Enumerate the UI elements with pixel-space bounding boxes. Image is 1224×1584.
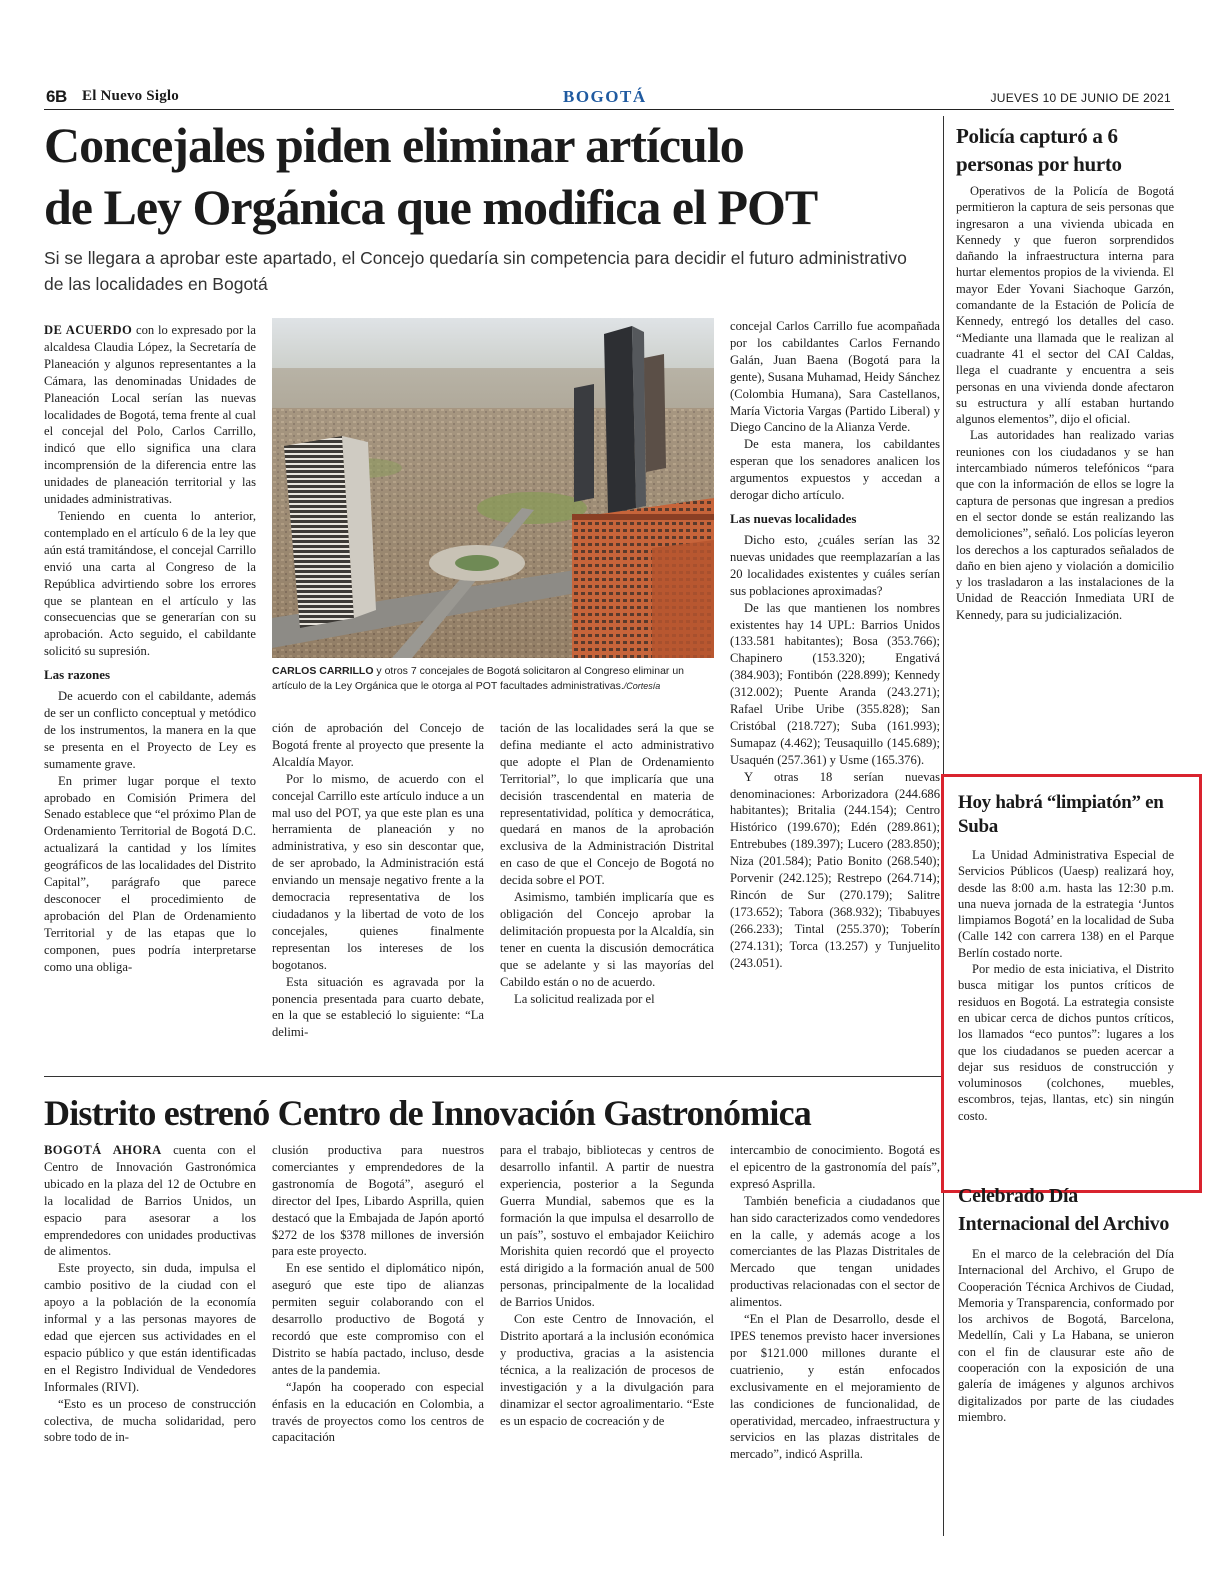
paragraph: La solicitud realizada por el [514,991,655,1006]
subheading: Las razones [44,667,111,683]
sidebar-story-title: Policía capturó a 6 personas por hurto [956,124,1122,176]
paragraph: ción de aprobación del Concejo de Bogotá frente al proyecto que presente la Alcaldía Mayor. [272,721,484,769]
paragraph: Teniendo en cuenta lo anterior, contemplado en el artículo 6 de la ley que aún está tramitándose, el concejal Carrillo envió una carta al Congreso de la República advirtiendo sobre los errores que se plantean en el artículo y las consecuencias que se generarían con su aprobación. Acto seguido, el cabildante solicitó su supresión. [44,508,256,659]
paragraph: De esta manera, los cabildantes esperan que los senadores analicen los argumentos expuestos y accedan a derogar dicho artículo. [730,437,940,503]
paragraph: “Esto es un proceso de construcción colectiva, de mucha solidaridad, pero sobre todo de in- [44,1396,256,1445]
page-number: 6B [46,87,67,106]
paragraph: En primer lugar porque el texto aprobado en Comisión Primera del Senado establece que “el próximo Plan de Ordenamiento Territorial de Bogotá D.C. actualizará la cantidad y los límites geográficos de las localidades del Distrito Capital”, parágrafo que parece desconocer el procedimiento de aprobación del Plan de Ordenamiento Territorial y de las etapas que lo componen, pues podría interpretarse como una obliga- [44,773,256,974]
paragraph: “En el Plan de Desarrollo, desde el IPES tenemos previsto hacer inversiones por $121.000 millones durante el cuatrienio, y están enfocados exclusivamente en el mejoramiento de las condiciones de funcionalidad, de operatividad, mercadeo, infraestructura y servicios en las plazas distritales de mercado”, indicó Asprilla. [730,1312,940,1462]
paragraph: Este proyecto, sin duda, impulsa el cambio positivo de la ciudad con el apoyo a la población de la economía informal y a las personas mayores de edad que ejercen sus actividades en el espacio público y que están identificadas en el Registro Individual de Vendedores Informales (RIVI). [44,1261,256,1394]
sidebar-story-title: Celebrado Día Internacional del Archivo [958,1185,1170,1235]
main-headline [44,114,924,238]
sidebar-story-police [956,122,1174,623]
paragraph: Las autoridades han realizado varias reuniones con los ciudadanos y se han intercambiado números telefónicos “para que con la información de ellos se logre la captura de personas que ingresan a predios en el sector donde se están realizando las demoliciones”, señaló. Los policías leyeron los derechos a los capturados señalados de daño en bien ajeno y violación a domicilio y los trasladaron a las instalaciones de la Unidad de Reacción Inmediata URI de Kennedy, para su judicialización. [956,428,1174,622]
photo-credit: /Cortesía [623,681,661,691]
paragraph: tación de las localidades será la que se defina mediante el acto administrativo que adopte el Plan de Ordenamiento Territorial”, lo que implicaría que una decisión trascendental en materia de representatividad, política y democrática, quedará en manos de la aprobación exclusiva de la Administración Distrital en caso de que el Concejo de Bogotá no decida sobre el POT. [500,721,714,888]
issue-date: JUEVES 10 DE JUNIO DE 2021 [990,91,1171,105]
article2-column-3 [500,1142,714,1429]
masthead: El Nuevo Siglo [82,88,179,104]
headline-line-2: de Ley Orgánica que modifica el POT [44,179,818,235]
article2-headline: Distrito estrenó Centro de Innovación Gastronómica [44,1093,811,1133]
paragraph: La Unidad Administrativa Especial de Servicios Públicos (Uaesp) realizará hoy, desde las 8:00 a.m. hasta las 12:30 p.m. una nueva jornada de la estrategia ‘Juntos limpiamos Bogotá’ en la localidad de Suba (Calle 142 con carrera 138) en el Parque Berlín costado norte. [958,848,1174,960]
article1-column-1 [44,322,256,976]
paragraph: para el trabajo, bibliotecas y centros de desarrollo infantil. A partir de nuestra experiencia, posterior a la Segunda Guerra Mundial, sabemos que es la formación la que impulsa el desarrollo de un país”, sostuvo el embajador Keiichiro Morishita quien recordó que el proyecto está dirigido a la formación anual de 500 personas, principalmente de la localidad de Barrios Unidos. [500,1143,714,1310]
paragraph: De las que mantienen los nombres existentes hay 14 UPL: Barrios Unidos (133.581 habitantes); Bosa (353.766); Chapinero (153.320); Engativá (384.903); Fontibón (228.899); Kennedy (312.002); Puente Aranda (243.271); Rafael Uribe Uribe (355.828); San Cristóbal (218.727); Suba (161.993); Sumapaz (4.462); Teusaquillo (145.689); Usaquén (257.361) y Usme (165.376). [730,600,940,767]
section-label: BOGOTÁ [563,87,647,106]
paragraph [44,322,256,508]
paragraph: También beneficia a ciudadanos que han sido caracterizados como vendedores en la calle, y además acoge a los comerciantes de las Plazas Distritales de Mercado que tengan unidades productivas relacionadas con el sector de alimentos. [730,1193,940,1310]
photo-illustration [272,318,714,658]
article1-column-3 [500,720,714,1007]
article1-column-2 [272,720,484,1041]
caption-name: CARLOS CARRILLO [272,665,374,677]
paragraph: En ese sentido el diplomático nipón, aseguró que este tipo de alianzas permiten seguir colaborando con el desarrollo productivo de Bogotá y recordó que este compromiso con el Distrito se había pactado, incluso, desde antes de la pandemia. [272,1261,484,1377]
article-separator [44,1076,942,1077]
sidebar-story-body [958,1246,1174,1425]
paragraph-text: cuenta con el Centro de Innovación Gastronómica ubicado en la plaza del 12 de Octubre en la localidad de Barrios Unidos, un espacio para asesorar a los emprendedores con unidades productivas de alimentos. [44,1143,256,1259]
sidebar-story-title: Hoy habrá “limpiatón” en Suba [958,792,1164,837]
article2-column-4 [730,1142,940,1463]
paragraph: Operativos de la Policía de Bogotá permitieron la captura de seis personas que ingresaron a una vivienda ubicada en Kennedy y que fueron sorprendidos dañando la infraestructura interna para hurtar elementos propios de la vivienda. El mayor Eder Yovani Siachoque Garzón, comandante de la Estación de Policía de Kennedy, entregó los detalles del caso. “Mediante una llamada que le realizan al cuadrante 41 el sector del CAI Caldas, llega el cuadrante y encuentra a seis personas en una vivienda donde afectaron su estructura y allí estaban hurtando algunos elementos”, dijo el oficial. [956,184,1174,427]
paragraph: Esta situación es agravada por la ponencia presentada para cuarto debate, en la que se estableció lo siguiente: “La delimi- [272,974,484,1040]
paragraph-text: con lo expresado por la alcaldesa Claudia López, la Secretaría de Planeación y algunos representantes a la Cámara, las denominadas Unidades de Planeación Local serían las nuevas localidades de Bogotá, tema frente al cual el concejal del Polo, Carlos Carrillo, indicó que ello significa una clara incomprensión de la diferencia entre las unidades de planeación territorial y las unidades administrativas. [44,323,256,507]
subheading: Las nuevas localidades [730,510,857,526]
paragraph: Asimismo, también implicaría que es obligación del Concejo aprobar la delimitación propuesta por la Alcaldía, sin tener en cuenta la discusión democrática que se adelante y si las mayorías del Cabildo están o no de acuerdo. [500,890,714,989]
sidebar-story-body [958,847,1174,1124]
article-deck: Si se llegara a aprobar este apartado, el Concejo quedaría sin competencia para decidir el futuro administrativo de las localidades en Bogotá [44,248,907,294]
lead-in: DE ACUERDO [44,323,133,337]
paragraph: Por lo mismo, de acuerdo con el concejal Carrillo este artículo induce a un mal uso del POT, ya que este plan es una herramienta de planeación y no administrativa, y eso sin descontar que, de ser aprobado, la Administración está enviando un mensaje negativo frente a la democracia representativa de los ciudadanos y la libertad de voto de los concejales, quienes finalmente representan los intereses de los bogotanos. [272,771,484,972]
paragraph: Y otras 18 serían nuevas denominaciones: Arborizadora (244.686 habitantes); Britalia (244.154); Centro Histórico (199.670); Edén (289.861); Entrebubes (189.397); Lucero (283.850); Niza (201.584); Patio Bonito (268.540); Porvenir (242.125); Restrepo (264.714); Rincón de Sur (270.179); Salitre (173.652); Tabora (368.932); Tibabuyes (266.233); Tintal (255.370); Toberín (274.131); Torca (13.257) y Tunjuelito (243.051). [730,769,940,970]
article1-column-4 [730,318,940,972]
article2-column-1 [44,1142,256,1446]
article2-column-2 [272,1142,484,1446]
city-skyline-photo [272,318,714,658]
paragraph: Con este Centro de Innovación, el Distrito aportará a la inclusión económica y productiva, gracias a la asistencia técnica, a la realización de procesos de investigación y a la divulgación para dinamizar el sector agroalimentario. “Este es un espacio de cocreación y de [500,1312,714,1428]
sidebar-story-archive [958,1182,1174,1425]
sidebar-story-limpiaton [958,791,1174,1124]
paragraph: intercambio de conocimiento. Bogotá es el epicentro de la gastronomía del país”, expresó Asprilla. [730,1143,940,1191]
paragraph: Por medio de esta iniciativa, el Distrito busca mitigar los puntos críticos de residuos en Bogotá. La estrategia consiste en ubicar cerca de dichos puntos críticos, los llamados “eco puntos”: lugares a los que los ciudadanos se pueden acercar a dejar sus residuos de construcción y voluminosos (colchones, muebles, escombros, tejas, llantas, etc) sin ningún costo. [958,962,1174,1123]
photo-caption [272,664,714,694]
paragraph [44,1142,256,1260]
lead-in: BOGOTÁ AHORA [44,1143,162,1157]
paragraph: Dicho esto, ¿cuáles serían las 32 nuevas unidades que reemplazarían a las 20 localidades existentes y cuáles serían sus poblaciones aproximadas? [730,532,940,598]
paragraph: “Japón ha cooperado con especial énfasis en la educación en Colombia, a través de proyectos como los centros de capacitación [272,1379,484,1445]
paragraph: concejal Carlos Carrillo fue acompañada por los cabildantes Carlos Fernando Galán, Juan Baena (Bogotá para la gente), Susana Muhamad, Heidy Sánchez (Colombia Humana), Sara Castellanos, María Victoria Vargas (Partido Liberal) y Diego Cancino de la Alianza Verde. [730,319,940,435]
paragraph: En el marco de la celebración del Día Internacional del Archivo, el Grupo de Cooperación Técnica Archivos de Ciudad, Memoria y Transparencia, conformado por los archivos de Bogotá, Barcelona, Medellín, Cali y La Habana, se unieron con el fin de clausurar este año de cooperación con la exposición de una galería de imágenes y algunos archivos digitalizados por parte de las ciudades miembro. [958,1247,1174,1424]
caption-text: y otros 7 concejales de Bogotá solicitaron al Congreso eliminar un artículo de la Ley Orgánica que le otorga al POT facultades administrativas. [272,665,685,692]
sidebar-story-body [956,183,1174,623]
headline-line-1: Concejales piden eliminar artículo [44,117,744,173]
header-rule [44,109,1174,110]
paragraph: De acuerdo con el cabildante, además de ser un conflicto conceptual y metódico de los instrumentos, la manera en la que se presenta en el Proyecto de Ley es sumamente grave. [44,689,256,771]
paragraph: clusión productiva para nuestros comerciantes y emprendedores de la gastronomía de Bogotá”, aseguró el director del Ipes, Libardo Asprilla, quien destacó que la Embajada de Japón aportó $272 de los $378 millones de inversión para este proyecto. [272,1143,484,1259]
